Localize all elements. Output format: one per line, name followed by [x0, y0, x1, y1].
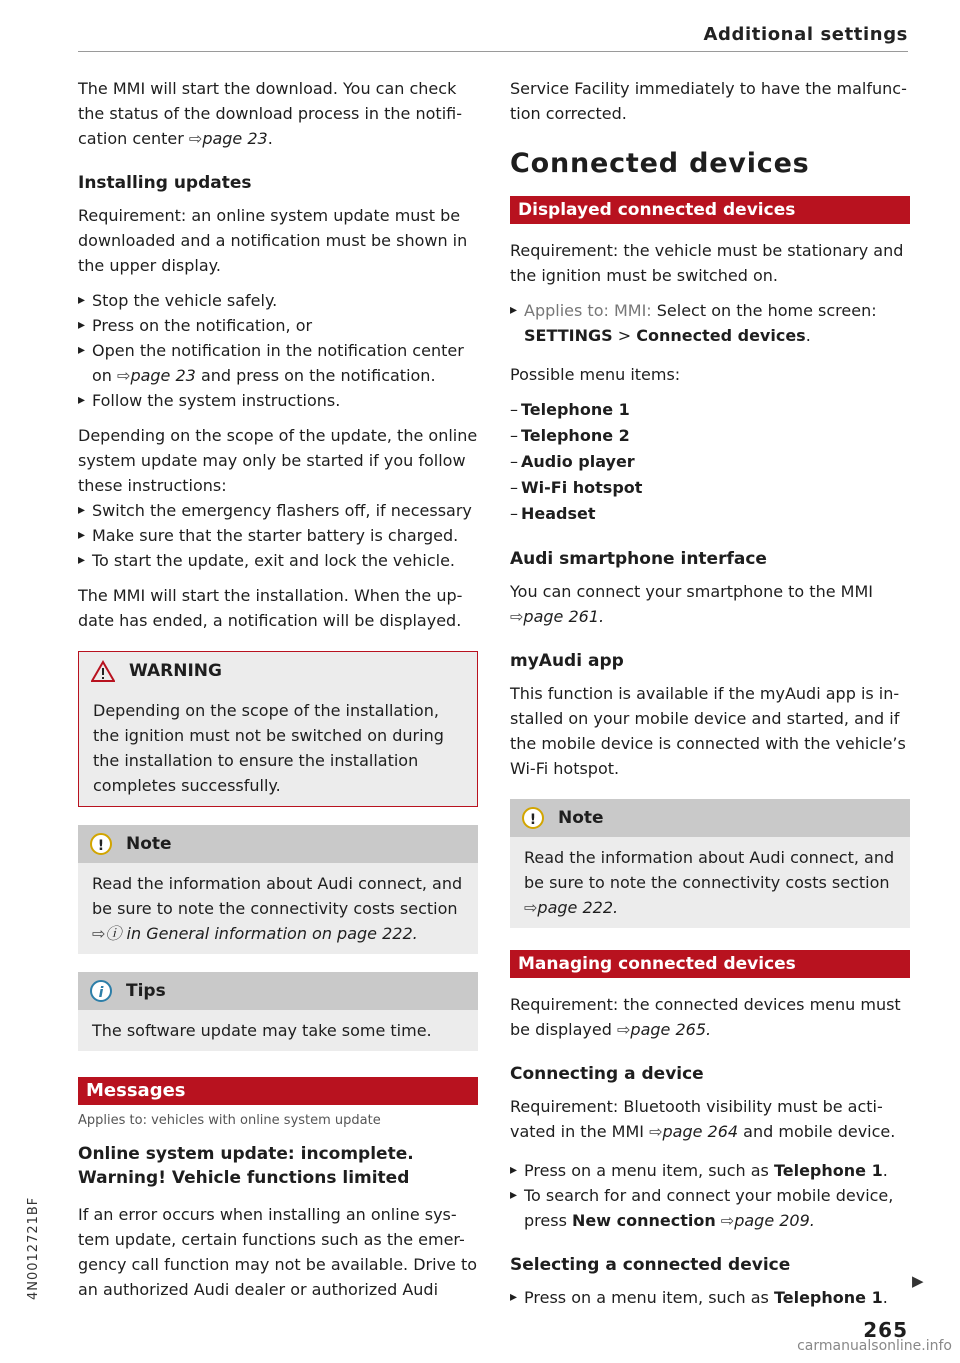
- note-exclamation-icon: !: [90, 833, 112, 855]
- heading-myaudi: myAudi app: [510, 651, 624, 671]
- tips-title: Tips: [126, 981, 166, 1001]
- list-item: ▸ Open the notification in the notification center on ⇨page 23 and press on the notification.: [78, 338, 478, 388]
- list-item: ▸ Applies to: MMI: Select on the home screen: SETTINGS > Connected devices.: [510, 298, 910, 348]
- note-body: Read the information about Audi connect, and be sure to note the connectivity costs section ⇨ⓘ in General information on page 222.: [92, 874, 463, 943]
- list-item: ▸ Stop the vehicle safely.: [78, 288, 478, 313]
- page-number: 265: [863, 1318, 908, 1342]
- requirement-text: Requirement: Bluetooth visibility must be acti-vated in the MMI ⇨page 264 and mobile device.: [510, 1097, 896, 1141]
- list-item: ▸ Make sure that the starter battery is charged.: [78, 523, 478, 548]
- warning-triangle-icon: [91, 660, 115, 682]
- arrow-icon: ⇨: [510, 607, 524, 626]
- list-item: ▸ To start the update, exit and lock the vehicle.: [78, 548, 478, 573]
- smartphone-body: You can connect your smartphone to the MMI ⇨page 261.: [510, 582, 873, 626]
- header-title: Additional settings: [703, 24, 908, 45]
- list-item: ▸ Press on a menu item, such as Telephone 1.: [510, 1285, 910, 1310]
- managing-devices-bar: Managing connected devices: [510, 950, 910, 978]
- page-ref[interactable]: page 222.: [537, 898, 619, 917]
- heading-connecting-device: Connecting a device: [510, 1064, 704, 1084]
- applies-to: Applies to: vehicles with online system update: [78, 1113, 381, 1128]
- select-device-steps: [510, 1285, 910, 1310]
- tips-body: The software update may take some time.: [92, 1021, 432, 1040]
- list-item[interactable]: – Telephone 1: [510, 400, 630, 419]
- page-ref[interactable]: page 209.: [734, 1211, 815, 1230]
- document-code: 4N0012721BF: [26, 1196, 41, 1300]
- list-item: ▸ Press on the notification, or: [78, 313, 478, 338]
- select-steps: [510, 298, 910, 348]
- installation-paragraph: The MMI will start the installation. When the up-date has ended, a notification will be displayed.: [78, 586, 463, 630]
- arrow-icon: ⇨: [649, 1122, 663, 1141]
- possible-items: Possible menu items:: [510, 365, 681, 384]
- arrow-icon: ⇨: [92, 924, 106, 943]
- message-heading: Online system update: incomplete. Warning! Vehicle functions limited: [78, 1144, 414, 1188]
- note-exclamation-icon: !: [522, 807, 544, 829]
- list-item[interactable]: – Wi-Fi hotspot: [510, 478, 643, 497]
- arrow-icon: ⇨: [188, 129, 203, 148]
- header-rule: [78, 51, 908, 52]
- list-item: ▸ Press on a menu item, such as Telephone 1.: [510, 1158, 910, 1183]
- heading-smartphone-interface: Audi smartphone interface: [510, 549, 767, 569]
- watermark: carmanualsonline.info: [797, 1338, 952, 1354]
- page-ref[interactable]: page 23: [130, 366, 196, 385]
- info-icon: i: [90, 980, 112, 1002]
- page-ref[interactable]: page 23: [202, 129, 268, 148]
- note-body: Read the information about Audi connect, and be sure to note the connectivity costs section ⇨page 222.: [524, 848, 895, 917]
- page-ref[interactable]: in General information on page 222.: [126, 924, 418, 943]
- page-ref[interactable]: page 261.: [523, 607, 605, 626]
- heading-selecting-device: Selecting a connected device: [510, 1255, 791, 1275]
- message-body: If an error occurs when installing an online sys-tem update, certain functions such as the emer-gency call function may not be available. Drive to an authorized Audi dealer or authorized Audi: [78, 1205, 478, 1299]
- menu-items-list: [510, 397, 910, 527]
- warning-title: WARNING: [129, 661, 222, 681]
- list-item[interactable]: – Telephone 2: [510, 426, 630, 445]
- list-item[interactable]: – Audio player: [510, 452, 635, 471]
- list-item: ▸ To search for and connect your mobile device, press New connection ⇨page 209.: [510, 1183, 910, 1233]
- install-steps: [78, 288, 478, 413]
- note-title: Note: [558, 808, 604, 828]
- download-paragraph: The MMI will start the download. You can check the status of the download process in the notifi-cation center ⇨page 23.: [78, 79, 462, 148]
- left-column: [78, 76, 478, 1312]
- note-ref-icon: ⓘ: [105, 924, 122, 943]
- messages-section-bar: Messages: [78, 1077, 478, 1105]
- list-item: ▸ Switch the emergency flashers off, if necessary: [78, 498, 478, 523]
- myaudi-body: This function is available if the myAudi app is in-stalled on your mobile device and started, and if the mobile device is connected with the vehicle’s Wi-Fi hotspot.: [510, 684, 906, 778]
- right-column: [510, 76, 910, 1320]
- requirement-text: Requirement: an online system update must be downloaded and a notification must be shown in the upper display.: [78, 206, 468, 275]
- list-item[interactable]: – Headset: [510, 504, 596, 523]
- note-title: Note: [126, 834, 172, 854]
- heading-installing-updates: Installing updates: [78, 173, 252, 193]
- scope-paragraph: Depending on the scope of the update, the online system update may only be started if you follow these instructions:: [78, 426, 478, 495]
- list-item: ▸ Follow the system instructions.: [78, 388, 478, 413]
- tips-box: [78, 972, 478, 1051]
- scope-steps: [78, 498, 478, 573]
- arrow-icon: ⇨: [617, 1020, 631, 1039]
- continue-arrow-icon: ▶: [912, 1272, 924, 1290]
- warning-box: [78, 651, 478, 807]
- arrow-icon: ⇨: [117, 366, 131, 385]
- requirement-text: Requirement: the connected devices menu must be displayed ⇨page 265.: [510, 995, 901, 1039]
- note-box: [510, 799, 910, 928]
- page-ref[interactable]: page 264: [662, 1122, 739, 1141]
- arrow-icon: ⇨: [524, 898, 538, 917]
- warning-body: Depending on the scope of the installation, the ignition must not be switched on during the installation to ensure the installation completes successfully.: [93, 701, 444, 795]
- page-ref[interactable]: page 265.: [630, 1020, 712, 1039]
- requirement-text: Requirement: the vehicle must be stationary and the ignition must be switched on.: [510, 241, 904, 285]
- arrow-icon: ⇨: [720, 1211, 735, 1230]
- note-box: [78, 825, 478, 954]
- continued-paragraph: Service Facility immediately to have the malfunc-tion corrected.: [510, 79, 907, 123]
- displayed-devices-bar: Displayed connected devices: [510, 196, 910, 224]
- connect-steps: [510, 1158, 910, 1233]
- section-title: Connected devices: [510, 148, 810, 179]
